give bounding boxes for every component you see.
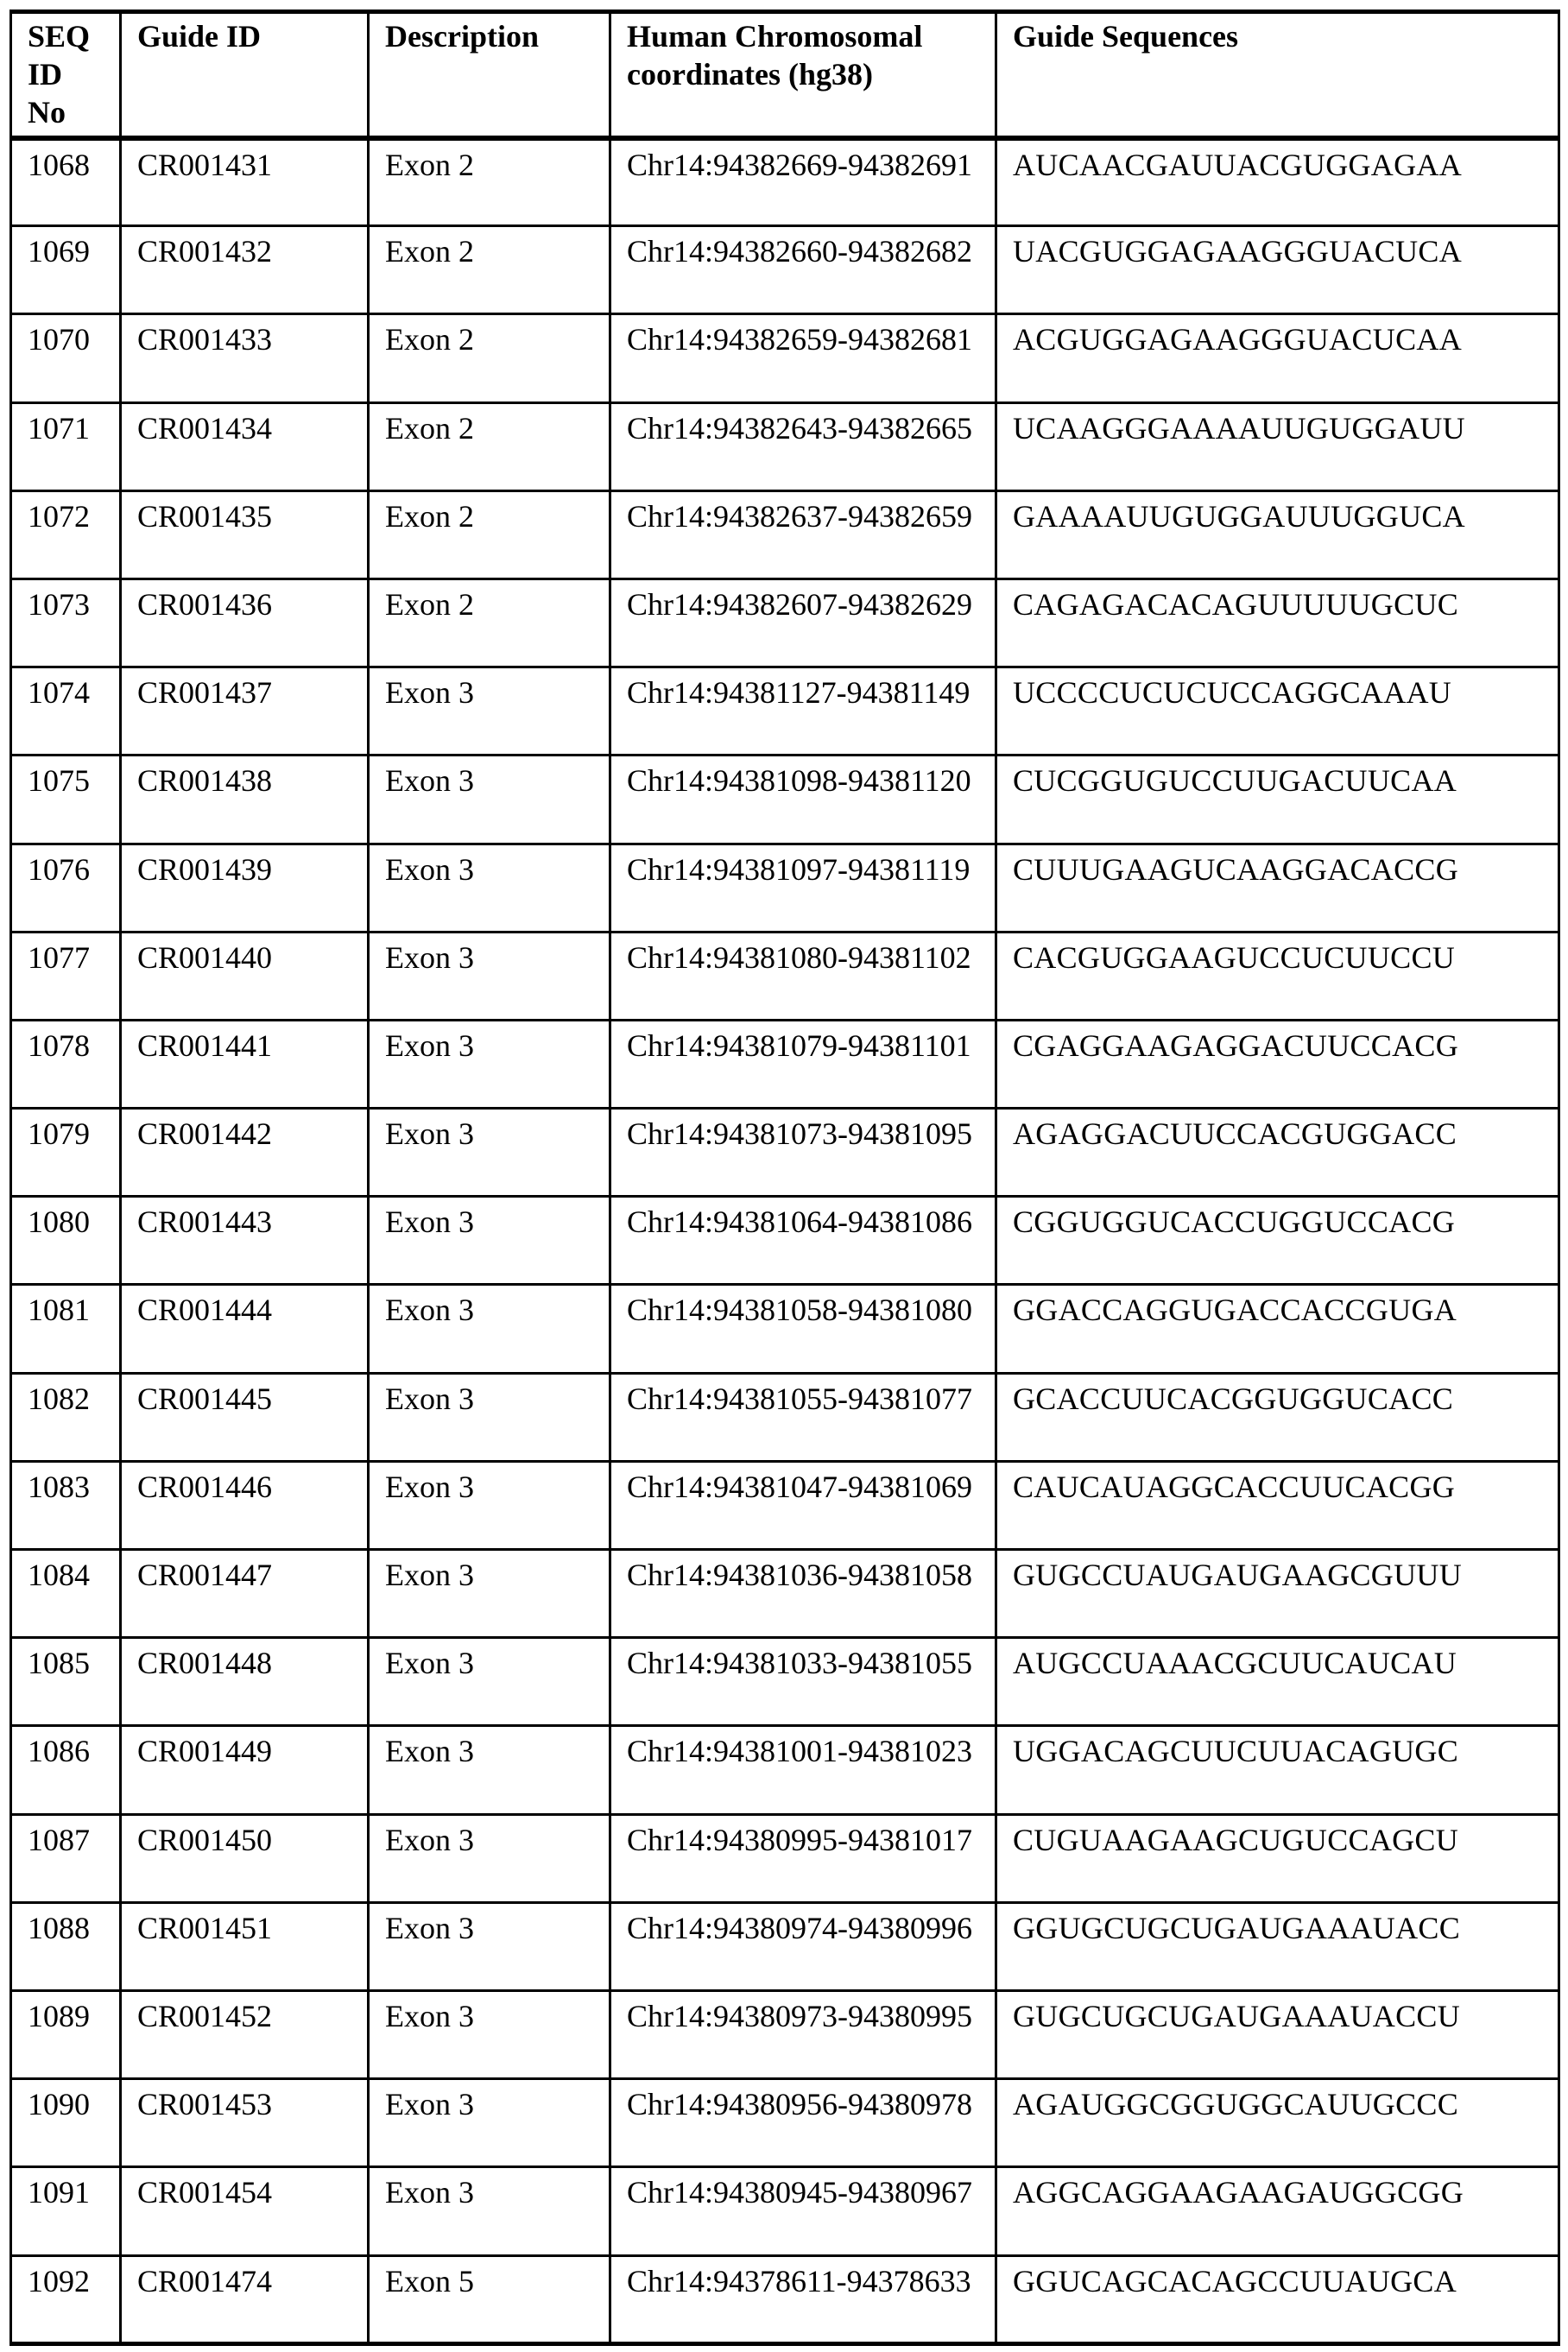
cell-coordinates: Chr14:94382659-94382681: [610, 314, 996, 402]
cell-guide-id: CR001449: [121, 1726, 369, 1814]
cell-description: Exon 5: [369, 2255, 610, 2343]
cell-guide-id: CR001432: [121, 226, 369, 314]
cell-description: Exon 3: [369, 1197, 610, 1285]
table-row: [11, 844, 1559, 932]
header-description: Description: [369, 12, 610, 138]
cell-description: Exon 2: [369, 314, 610, 402]
cell-coordinates: Chr14:94381080-94381102: [610, 932, 996, 1020]
cell-seq-id: 1070: [11, 314, 121, 402]
cell-description: Exon 3: [369, 1020, 610, 1108]
cell-seq-id: 1068: [11, 138, 121, 226]
cell-guide-id: CR001441: [121, 1020, 369, 1108]
cell-seq-id: 1091: [11, 2167, 121, 2255]
cell-guide-sequence: UCCCCUCUCUCCAGGCAAAU: [996, 667, 1559, 756]
cell-guide-id: CR001437: [121, 667, 369, 756]
cell-description: Exon 3: [369, 1638, 610, 1726]
cell-description: Exon 2: [369, 138, 610, 226]
cell-description: Exon 3: [369, 1461, 610, 1549]
table-row: [11, 2255, 1559, 2343]
table-row: [11, 1990, 1559, 2078]
cell-guide-id: CR001442: [121, 1109, 369, 1197]
cell-guide-id: CR001448: [121, 1638, 369, 1726]
cell-coordinates: Chr14:94381047-94381069: [610, 1461, 996, 1549]
cell-guide-id: CR001446: [121, 1461, 369, 1549]
cell-guide-sequence: AGAGGACUUCCACGUGGACC: [996, 1109, 1559, 1197]
cell-seq-id: 1075: [11, 756, 121, 844]
cell-seq-id: 1076: [11, 844, 121, 932]
cell-coordinates: Chr14:94380974-94380996: [610, 1902, 996, 1990]
cell-description: Exon 3: [369, 2079, 610, 2167]
cell-guide-id: CR001454: [121, 2167, 369, 2255]
table-row: [11, 1814, 1559, 1902]
cell-description: Exon 3: [369, 1726, 610, 1814]
cell-seq-id: 1085: [11, 1638, 121, 1726]
cell-coordinates: Chr14:94380945-94380967: [610, 2167, 996, 2255]
cell-coordinates: Chr14:94380995-94381017: [610, 1814, 996, 1902]
cell-coordinates: Chr14:94378611-94378633: [610, 2255, 996, 2343]
cell-seq-id: 1071: [11, 402, 121, 490]
cell-description: Exon 3: [369, 1109, 610, 1197]
cell-guide-id: CR001447: [121, 1550, 369, 1638]
table-row: [11, 756, 1559, 844]
cell-guide-sequence: GUGCCUAUGAUGAAGCGUUU: [996, 1550, 1559, 1638]
cell-guide-sequence: GUGCUGCUGAUGAAAUACCU: [996, 1990, 1559, 2078]
table-row: [11, 2079, 1559, 2167]
cell-coordinates: Chr14:94381033-94381055: [610, 1638, 996, 1726]
table-row: [11, 932, 1559, 1020]
cell-guide-sequence: ACGUGGAGAAGGGUACUCAA: [996, 314, 1559, 402]
table-row: [11, 1197, 1559, 1285]
cell-description: Exon 2: [369, 579, 610, 667]
cell-guide-sequence: GAAAAUUGUGGAUUUGGUCA: [996, 490, 1559, 579]
cell-guide-sequence: CGGUGGUCACCUGGUCCACG: [996, 1197, 1559, 1285]
cell-guide-id: CR001434: [121, 402, 369, 490]
cell-seq-id: 1090: [11, 2079, 121, 2167]
cell-guide-sequence: GGACCAGGUGACCACCGUGA: [996, 1285, 1559, 1373]
table-row: [11, 2167, 1559, 2255]
cell-guide-sequence: CAGAGACACAGUUUUUGCUC: [996, 579, 1559, 667]
cell-description: Exon 3: [369, 1902, 610, 1990]
table-row: [11, 1902, 1559, 1990]
table-row: [11, 1109, 1559, 1197]
cell-seq-id: 1079: [11, 1109, 121, 1197]
cell-seq-id: 1082: [11, 1373, 121, 1461]
cell-guide-id: CR001445: [121, 1373, 369, 1461]
cell-guide-id: CR001474: [121, 2255, 369, 2343]
header-guide-sequences: Guide Sequences: [996, 12, 1559, 138]
cell-guide-sequence: CGAGGAAGAGGACUUCCACG: [996, 1020, 1559, 1108]
cell-guide-sequence: AUGCCUAAACGCUUCAUCAU: [996, 1638, 1559, 1726]
cell-coordinates: Chr14:94380956-94380978: [610, 2079, 996, 2167]
cell-description: Exon 3: [369, 756, 610, 844]
cell-coordinates: Chr14:94381079-94381101: [610, 1020, 996, 1108]
cell-coordinates: Chr14:94381098-94381120: [610, 756, 996, 844]
table-row: [11, 1373, 1559, 1461]
cell-guide-sequence: GGUGCUGCUGAUGAAAUACC: [996, 1902, 1559, 1990]
cell-seq-id: 1077: [11, 932, 121, 1020]
cell-guide-id: CR001435: [121, 490, 369, 579]
cell-coordinates: Chr14:94380973-94380995: [610, 1990, 996, 2078]
cell-coordinates: Chr14:94382607-94382629: [610, 579, 996, 667]
cell-coordinates: Chr14:94382637-94382659: [610, 490, 996, 579]
cell-coordinates: Chr14:94381058-94381080: [610, 1285, 996, 1373]
guide-sequence-table: [9, 9, 1560, 2346]
cell-description: Exon 3: [369, 1373, 610, 1461]
cell-description: Exon 3: [369, 932, 610, 1020]
table-row: [11, 579, 1559, 667]
cell-guide-sequence: GCACCUUCACGGUGGUCACC: [996, 1373, 1559, 1461]
cell-guide-sequence: CUCGGUGUCCUUGACUUCAA: [996, 756, 1559, 844]
cell-guide-id: CR001450: [121, 1814, 369, 1902]
cell-seq-id: 1083: [11, 1461, 121, 1549]
cell-guide-id: CR001433: [121, 314, 369, 402]
cell-coordinates: Chr14:94381097-94381119: [610, 844, 996, 932]
cell-description: Exon 3: [369, 844, 610, 932]
cell-description: Exon 2: [369, 490, 610, 579]
cell-guide-sequence: UCAAGGGAAAAUUGUGGAUU: [996, 402, 1559, 490]
cell-guide-sequence: UACGUGGAGAAGGGUACUCA: [996, 226, 1559, 314]
cell-guide-sequence: GGUCAGCACAGCCUUAUGCA: [996, 2255, 1559, 2343]
cell-seq-id: 1088: [11, 1902, 121, 1990]
table-row: [11, 1020, 1559, 1108]
cell-coordinates: Chr14:94381001-94381023: [610, 1726, 996, 1814]
table-row: [11, 226, 1559, 314]
cell-coordinates: Chr14:94382643-94382665: [610, 402, 996, 490]
cell-description: Exon 3: [369, 1285, 610, 1373]
cell-guide-sequence: AUCAACGAUUACGUGGAGAA: [996, 138, 1559, 226]
cell-seq-id: 1092: [11, 2255, 121, 2343]
header-seq-id: SEQ ID No: [11, 12, 121, 138]
table-row: [11, 490, 1559, 579]
cell-guide-id: CR001431: [121, 138, 369, 226]
cell-coordinates: Chr14:94381127-94381149: [610, 667, 996, 756]
cell-guide-sequence: CACGUGGAAGUCCUCUUCCU: [996, 932, 1559, 1020]
cell-description: Exon 3: [369, 1814, 610, 1902]
cell-guide-sequence: AGAUGGCGGUGGCAUUGCCC: [996, 2079, 1559, 2167]
header-coordinates: Human Chromosomal coordinates (hg38): [610, 12, 996, 138]
cell-coordinates: Chr14:94381064-94381086: [610, 1197, 996, 1285]
cell-description: Exon 2: [369, 226, 610, 314]
cell-description: Exon 2: [369, 402, 610, 490]
cell-coordinates: Chr14:94381055-94381077: [610, 1373, 996, 1461]
table-row: [11, 1461, 1559, 1549]
table-row: [11, 1726, 1559, 1814]
cell-guide-sequence: CUGUAAGAAGCUGUCCAGCU: [996, 1814, 1559, 1902]
cell-guide-id: CR001440: [121, 932, 369, 1020]
cell-guide-sequence: UGGACAGCUUCUUACAGUGC: [996, 1726, 1559, 1814]
cell-coordinates: Chr14:94382660-94382682: [610, 226, 996, 314]
cell-seq-id: 1072: [11, 490, 121, 579]
cell-guide-sequence: AGGCAGGAAGAAGAUGGCGG: [996, 2167, 1559, 2255]
cell-guide-sequence: CUUUGAAGUCAAGGACACCG: [996, 844, 1559, 932]
table-row: [11, 667, 1559, 756]
table-row: [11, 1638, 1559, 1726]
cell-guide-id: CR001443: [121, 1197, 369, 1285]
cell-guide-id: CR001444: [121, 1285, 369, 1373]
cell-coordinates: Chr14:94381073-94381095: [610, 1109, 996, 1197]
table-row: [11, 1285, 1559, 1373]
cell-guide-id: CR001451: [121, 1902, 369, 1990]
cell-seq-id: 1087: [11, 1814, 121, 1902]
header-guide-id: Guide ID: [121, 12, 369, 138]
cell-guide-id: CR001436: [121, 579, 369, 667]
cell-guide-id: CR001439: [121, 844, 369, 932]
cell-seq-id: 1074: [11, 667, 121, 756]
cell-guide-sequence: CAUCAUAGGCACCUUCACGG: [996, 1461, 1559, 1549]
cell-seq-id: 1080: [11, 1197, 121, 1285]
table-row: [11, 1550, 1559, 1638]
cell-description: Exon 3: [369, 1550, 610, 1638]
cell-coordinates: Chr14:94382669-94382691: [610, 138, 996, 226]
table-row: [11, 314, 1559, 402]
cell-description: Exon 3: [369, 1990, 610, 2078]
table-header-row: [11, 12, 1559, 138]
cell-guide-id: CR001438: [121, 756, 369, 844]
cell-description: Exon 3: [369, 2167, 610, 2255]
cell-guide-id: CR001452: [121, 1990, 369, 2078]
cell-seq-id: 1089: [11, 1990, 121, 2078]
cell-seq-id: 1086: [11, 1726, 121, 1814]
cell-seq-id: 1069: [11, 226, 121, 314]
table-row: [11, 402, 1559, 490]
cell-coordinates: Chr14:94381036-94381058: [610, 1550, 996, 1638]
cell-seq-id: 1081: [11, 1285, 121, 1373]
cell-seq-id: 1078: [11, 1020, 121, 1108]
cell-guide-id: CR001453: [121, 2079, 369, 2167]
cell-seq-id: 1084: [11, 1550, 121, 1638]
cell-description: Exon 3: [369, 667, 610, 756]
table-row: [11, 138, 1559, 226]
cell-seq-id: 1073: [11, 579, 121, 667]
